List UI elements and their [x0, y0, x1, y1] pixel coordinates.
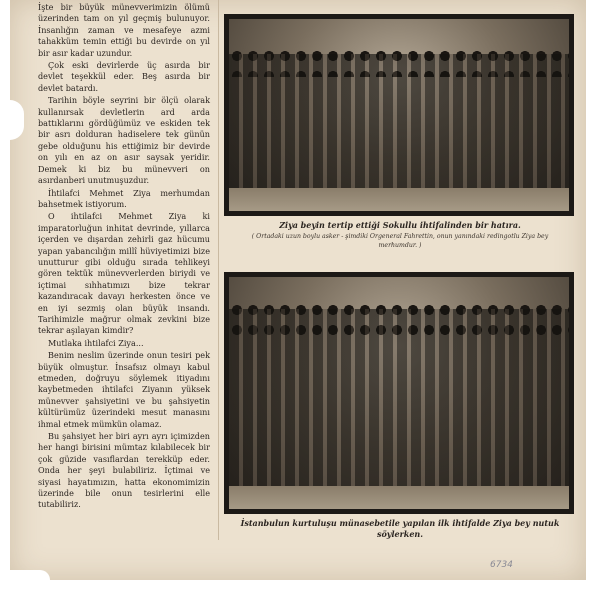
article-paragraph: Tarihin böyle seyrini bir ölçü olarak kullanırsak devletlerin ard arda battıklarını gördüğümüz ve eskiden tek bir asrı dolduran hadiselere tek günün gebe olduğunu his ettiğimiz bir devirde on yılı en az on asır saysak yeridir. Demek ki biz bu münevveri on asırdanberi unutmuşuzdur.	[38, 95, 210, 186]
newspaper-page	[10, 0, 586, 580]
photo-subcaption: ( Ortadaki uzun boylu asker - şimdiki Orgeneral Fahrettin, onun yanındaki redingotlu Ziya bey merhumdur. )	[251, 233, 549, 249]
article-paragraph: İşte bir büyük münevverimizin ölümü üzerinden tam on yıl geçmiş bulunuyor. İnsanlığın zaman ve mesafeye azmi tahakküm temin ettiği bu devirde on yıl bir asır kadar uzundur.	[38, 2, 210, 58]
article-paragraph: O ihtilafci Mehmet Ziya ki imparatorluğun inhitat devrinde, yıllarca içerden ve dışardan zehirli gaz hücumu yapan yabancılığın millî hüviyetimizi bize unutturur gibi olduğu sırada tehlikeyi gören tektük münevverlerden biriydi ve içtimai sıhhatımızı bize tekrar kazandıracak davayı herkesten önce ve en iyi sezmiş olan büyük insandı. Tarihimizle mağrur olmak zevkini bize tekrar aşılayan kimdir?	[38, 211, 210, 336]
column-divider	[218, 0, 219, 540]
photo-image	[229, 277, 569, 509]
photo-caption: İstanbulun kurtuluşu münasebetile yapılan ilk ihtifalde Ziya bey nutuk söylerken.	[240, 518, 560, 539]
article-paragraph: Bu şahsiyet her biri ayrı ayrı içimizden her hangi birisini mümtaz kılabilecek bir çok güzide vasıflardan terekküp eder. Onda her şeyi bulabiliriz. İçtimai ve siyasi hayatımızın, hatta ekonomimizin üzerinde bile onun tesirlerini elle tutabiliriz.	[38, 431, 210, 510]
archive-number: 6734	[490, 560, 513, 570]
article-paragraph: İhtilafci Mehmet Ziya merhumdan bahsetmek istiyorum.	[38, 187, 210, 209]
article-paragraph: Mutlaka ihtilafci Ziya...	[48, 337, 144, 348]
page-tear	[10, 570, 50, 584]
article-paragraph: Benim neslim üzerinde onun tesiri pek büyük olmuştur. İnsafsız olmayı kabul etmeden, doğruyu söylemek itiyadını kaybetmeden ihtilafci Ziyanın yüksek münevver şahsiyetini ve bu şahsiyetin kültürümüz üzerindeki mesut manasını ihmal etmek mümkün olamaz.	[38, 350, 210, 429]
page-tear	[10, 100, 24, 140]
photo-caption: Ziya beyin tertip ettiği Sokullu ihtifalinden bir hatıra.	[279, 220, 521, 230]
article-paragraph: Çok eski devirlerde üç asırda bir devlet teşekkül eder. Beş asırda bir devlet batardı.	[38, 60, 210, 93]
photo-liberation-ceremony	[224, 272, 574, 514]
photo-sokullu-ceremony	[224, 14, 574, 216]
photo-image	[229, 19, 569, 211]
article-column	[38, 2, 210, 512]
